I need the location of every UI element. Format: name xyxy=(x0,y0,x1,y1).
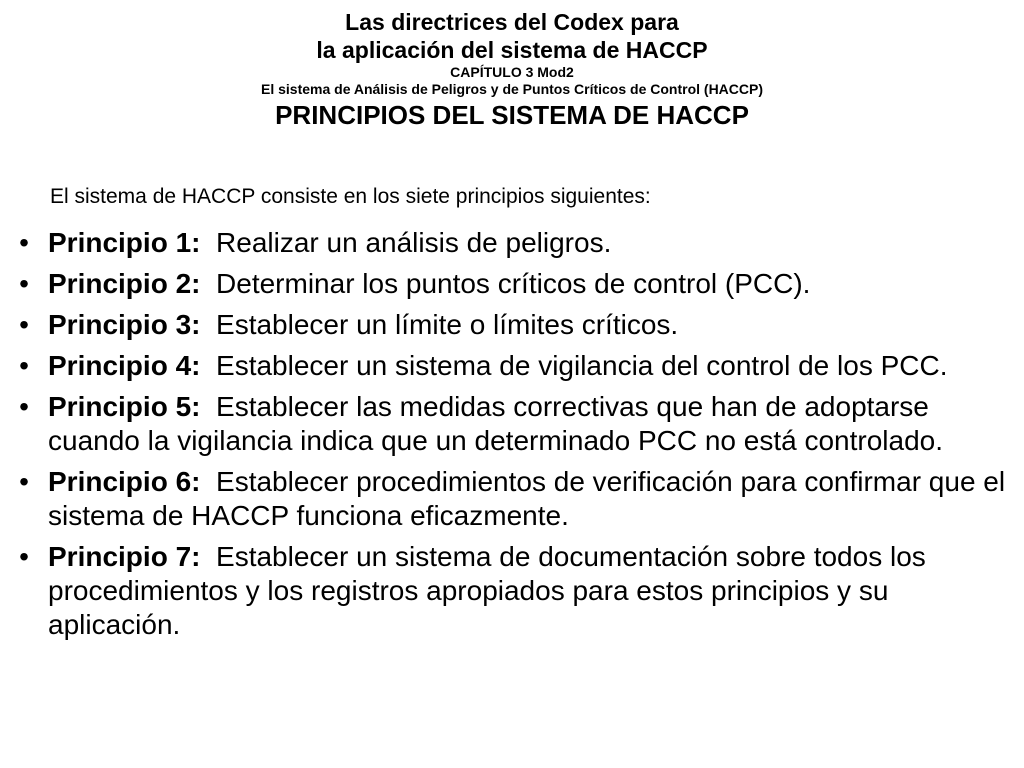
principle-text: Realizar un análisis de peligros. xyxy=(216,227,612,258)
principle-item-5 xyxy=(12,390,1012,458)
principle-text: Establecer las medidas correctivas que han de adoptarse cuando la vigilancia indica que un determinado PCC no está controlado. xyxy=(48,391,944,456)
principle-text: Establecer un límite o límites críticos. xyxy=(216,309,679,340)
title-line-2: la aplicación del sistema de HACCP xyxy=(316,37,708,63)
principle-label: Principio 1: xyxy=(48,227,201,258)
principle-item-1 xyxy=(12,226,1012,260)
principle-label: Principio 4: xyxy=(48,350,201,381)
principle-text: Establecer un sistema de documentación sobre todos los procedimientos y los registros apropiados para estos principios y su aplicación. xyxy=(48,541,926,640)
bullet-icon: • xyxy=(19,466,29,497)
bullet-icon: • xyxy=(19,227,29,258)
principle-text: Determinar los puntos críticos de control (PCC). xyxy=(216,268,811,299)
bullet-icon: • xyxy=(19,350,29,381)
principle-item-7 xyxy=(12,540,1012,642)
slide-header xyxy=(0,8,1024,130)
principle-label: Principio 7: xyxy=(48,541,201,572)
system-name: El sistema de Análisis de Peligros y de Puntos Críticos de Control (HACCP) xyxy=(260,81,764,97)
section-heading: PRINCIPIOS DEL SISTEMA DE HACCP xyxy=(275,100,749,130)
principle-label: Principio 5: xyxy=(48,391,201,422)
principle-text: Establecer un sistema de vigilancia del control de los PCC. xyxy=(216,350,948,381)
bullet-icon: • xyxy=(19,391,29,422)
principle-label: Principio 6: xyxy=(48,466,201,497)
principle-label: Principio 2: xyxy=(48,268,201,299)
principle-text: Establecer procedimientos de verificación para confirmar que el sistema de HACCP funciona eficazmente. xyxy=(48,466,1006,531)
principle-label: Principio 3: xyxy=(48,309,201,340)
bullet-icon: • xyxy=(19,541,29,572)
intro-text: El sistema de HACCP consiste en los siete principios siguientes: xyxy=(50,185,651,208)
bullet-icon: • xyxy=(19,268,29,299)
principle-item-2 xyxy=(12,267,1012,301)
principle-item-6 xyxy=(12,465,1012,533)
chapter-label: CAPÍTULO 3 Mod2 xyxy=(450,64,574,80)
bullet-icon: • xyxy=(19,309,29,340)
principle-item-4 xyxy=(12,349,1012,383)
principle-item-3 xyxy=(12,308,1012,342)
title-line-1: Las directrices del Codex para xyxy=(345,9,679,35)
principles-list xyxy=(12,226,1012,649)
